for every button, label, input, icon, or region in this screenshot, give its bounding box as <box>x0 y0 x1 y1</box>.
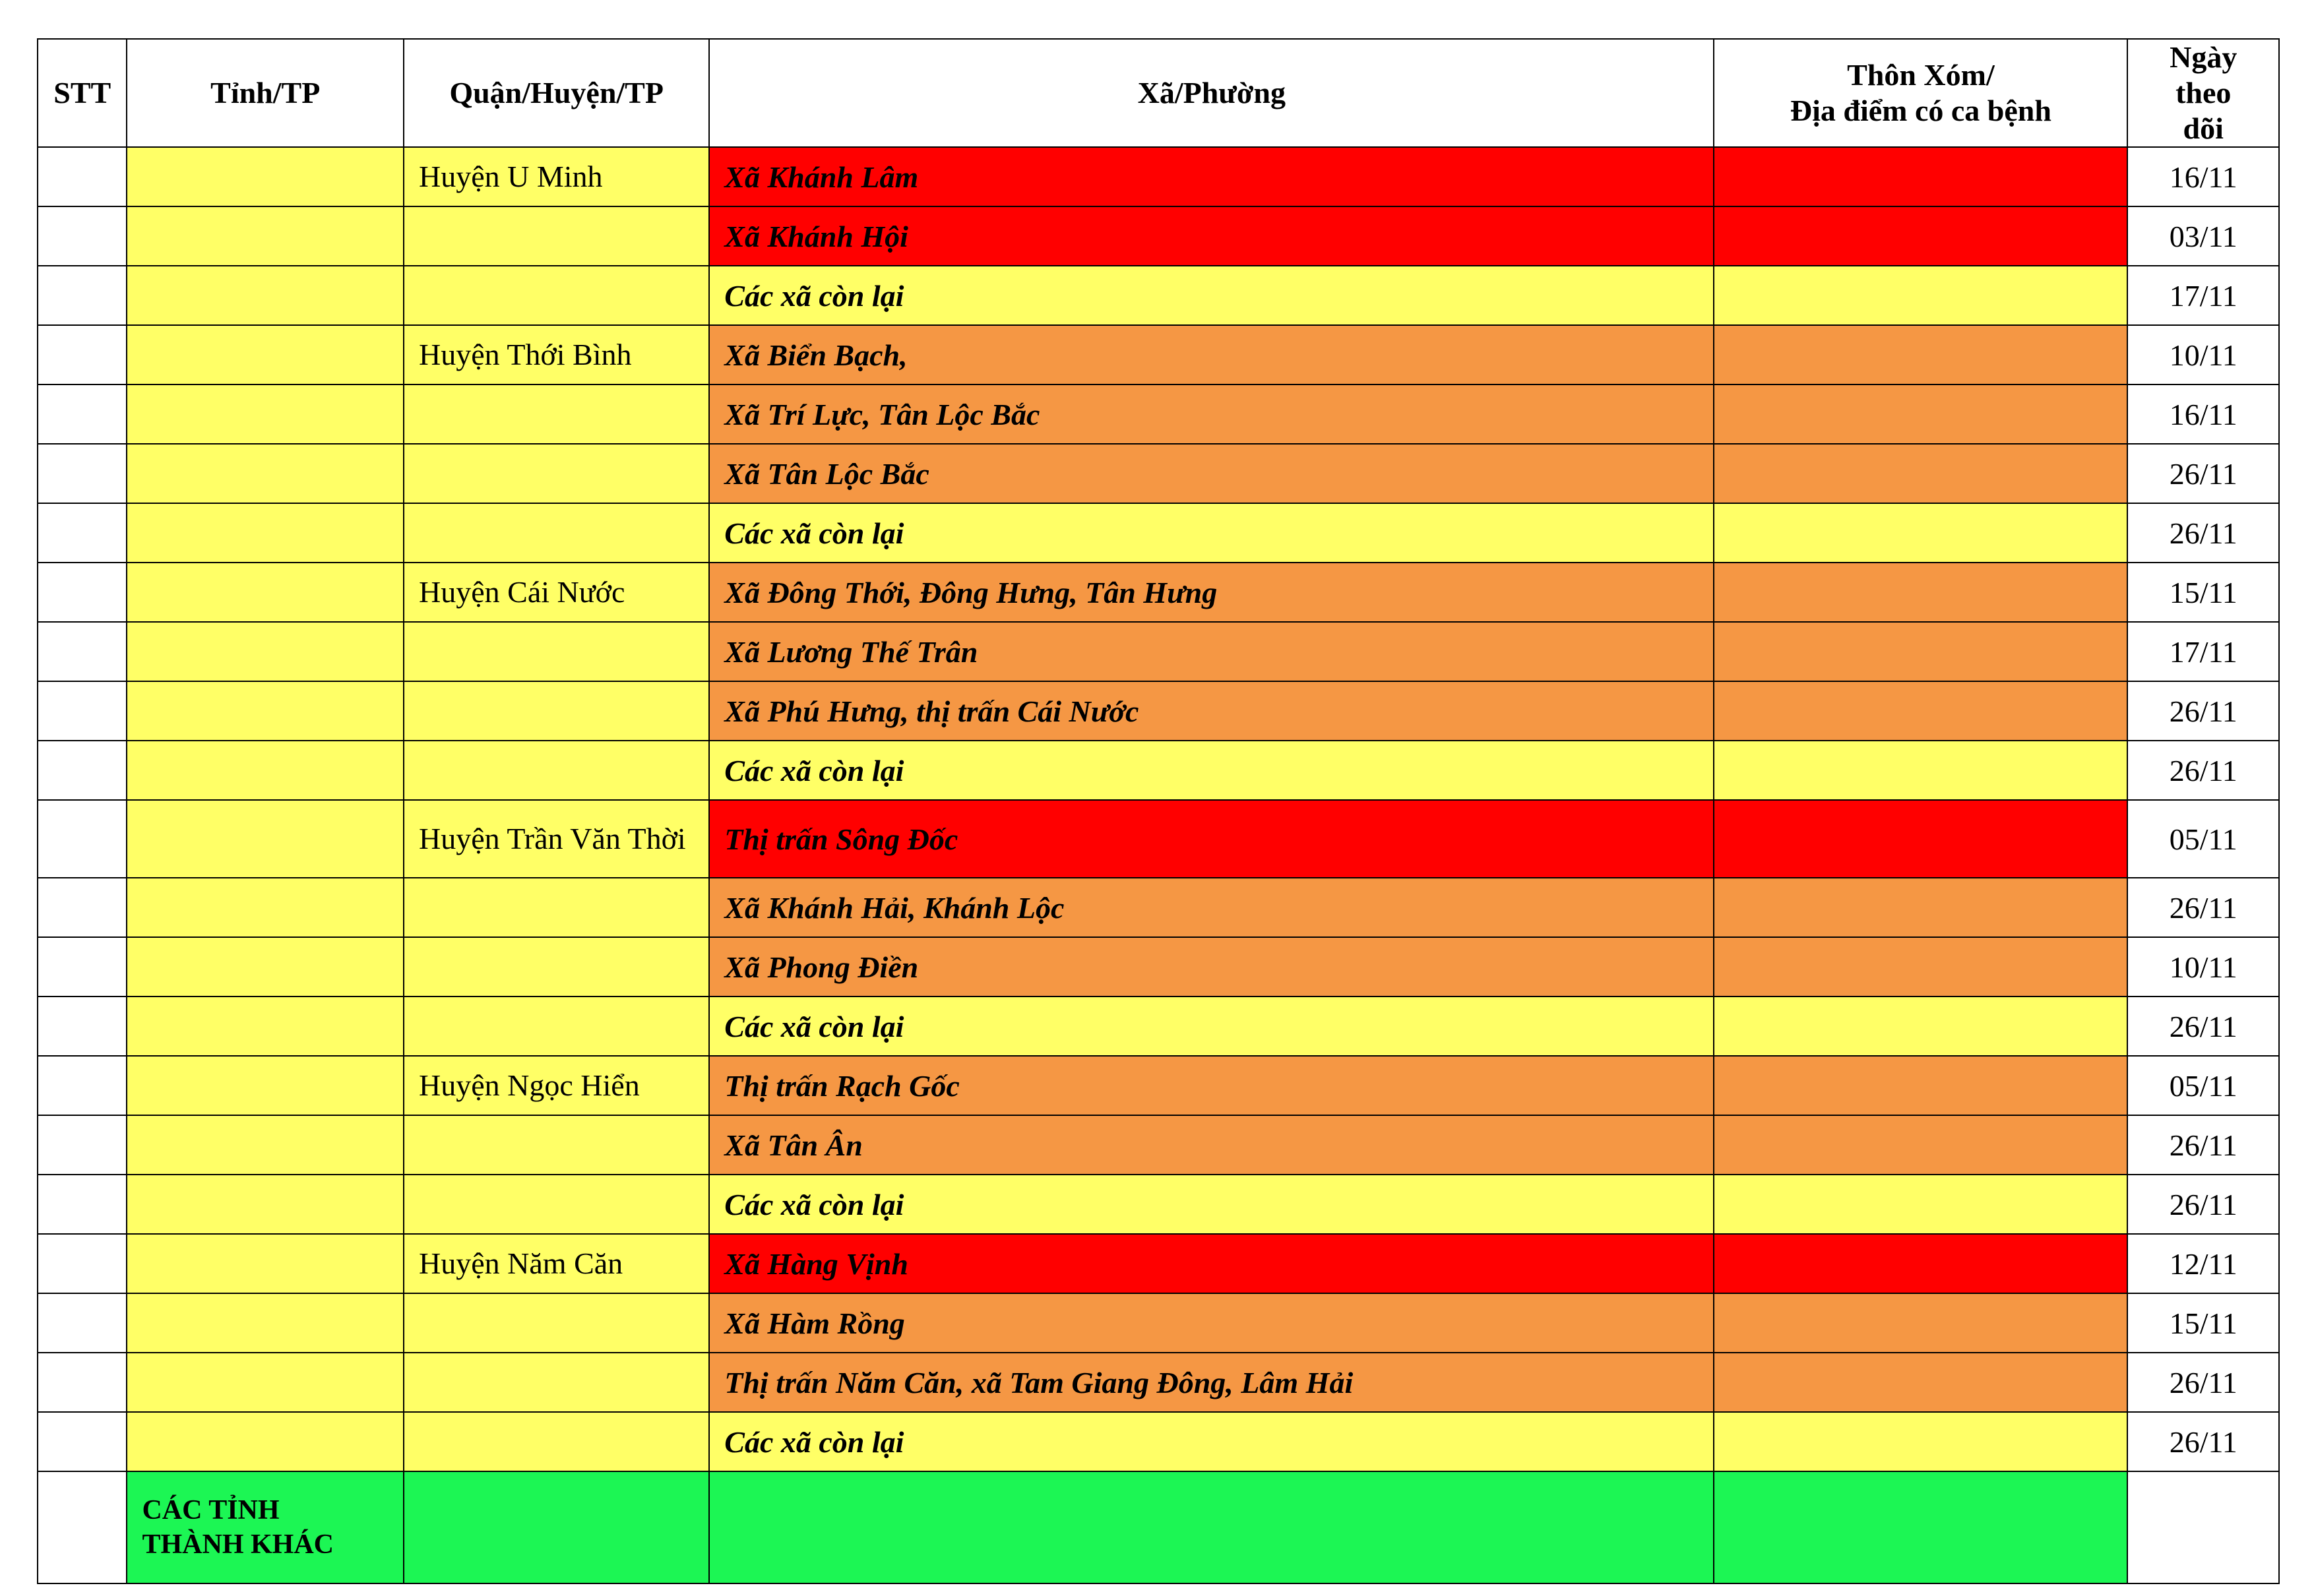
stt-cell <box>38 1412 127 1471</box>
table-row <box>38 444 2279 503</box>
ward-cell <box>709 1471 1714 1583</box>
province-cell <box>127 1234 404 1293</box>
ward-cell: Các xã còn lại <box>709 266 1714 325</box>
stt-cell <box>38 937 127 997</box>
stt-cell <box>38 997 127 1056</box>
stt-cell <box>38 800 127 878</box>
province-cell <box>127 800 404 878</box>
ward-cell: Xã Khánh Hải, Khánh Lộc <box>709 878 1714 937</box>
stt-cell <box>38 1353 127 1412</box>
hamlet-cell <box>1714 206 2127 266</box>
district-cell <box>404 741 709 800</box>
district-cell <box>404 1115 709 1175</box>
stt-cell <box>38 741 127 800</box>
header-row <box>38 39 2279 147</box>
province-cell <box>127 563 404 622</box>
stt-cell <box>38 681 127 741</box>
province-cell <box>127 325 404 384</box>
province-cell <box>127 1293 404 1353</box>
hamlet-cell <box>1714 1293 2127 1353</box>
date-cell: 15/11 <box>2127 1293 2279 1353</box>
table-row <box>38 1115 2279 1175</box>
header-district: Quận/Huyện/TP <box>404 39 709 147</box>
province-cell <box>127 1412 404 1471</box>
district-cell: Huyện Ngọc Hiển <box>404 1056 709 1115</box>
other-provinces-line2: THÀNH KHÁC <box>142 1529 334 1560</box>
table-row <box>38 741 2279 800</box>
stt-cell <box>38 1175 127 1234</box>
date-cell: 26/11 <box>2127 741 2279 800</box>
table-row <box>38 563 2279 622</box>
district-cell <box>404 384 709 444</box>
district-cell <box>404 1471 709 1583</box>
district-cell <box>404 1412 709 1471</box>
province-cell <box>127 266 404 325</box>
table-row <box>38 1175 2279 1234</box>
header-hamlet <box>1714 39 2127 147</box>
hamlet-cell <box>1714 384 2127 444</box>
date-cell: 15/11 <box>2127 563 2279 622</box>
table-row <box>38 1353 2279 1412</box>
stt-cell <box>38 503 127 563</box>
province-cell <box>127 1115 404 1175</box>
stt-cell <box>38 206 127 266</box>
stt-cell <box>38 147 127 206</box>
date-cell: 26/11 <box>2127 681 2279 741</box>
hamlet-cell <box>1714 681 2127 741</box>
header-hamlet-line2: Địa điểm có ca bệnh <box>1790 94 2051 127</box>
ward-cell: Các xã còn lại <box>709 503 1714 563</box>
date-cell: 26/11 <box>2127 1353 2279 1412</box>
hamlet-cell <box>1714 1353 2127 1412</box>
district-cell <box>404 444 709 503</box>
stt-cell <box>38 1115 127 1175</box>
table-row <box>38 878 2279 937</box>
hamlet-cell <box>1714 997 2127 1056</box>
ward-cell: Xã Tân Ân <box>709 1115 1714 1175</box>
ward-cell: Thị trấn Rạch Gốc <box>709 1056 1714 1115</box>
district-cell: Huyện Trần Văn Thời <box>404 800 709 878</box>
header-ward: Xã/Phường <box>709 39 1714 147</box>
hamlet-cell <box>1714 1115 2127 1175</box>
risk-level-table <box>37 38 2280 1584</box>
province-cell <box>127 503 404 563</box>
district-cell <box>404 1293 709 1353</box>
ward-cell: Xã Hàng Vịnh <box>709 1234 1714 1293</box>
date-cell: 26/11 <box>2127 444 2279 503</box>
date-cell: 26/11 <box>2127 503 2279 563</box>
table-row <box>38 800 2279 878</box>
hamlet-cell <box>1714 937 2127 997</box>
province-cell <box>127 937 404 997</box>
table-row <box>38 325 2279 384</box>
date-cell: 26/11 <box>2127 997 2279 1056</box>
ward-cell: Các xã còn lại <box>709 997 1714 1056</box>
stt-cell <box>38 1056 127 1115</box>
ward-cell: Xã Phong Điền <box>709 937 1714 997</box>
other-provinces-line1: CÁC TỈNH <box>142 1495 280 1525</box>
header-date-line2: dõi <box>2183 111 2224 145</box>
ward-cell: Xã Khánh Hội <box>709 206 1714 266</box>
table-row <box>38 622 2279 681</box>
province-cell <box>127 997 404 1056</box>
table-row <box>38 937 2279 997</box>
ward-cell: Xã Hàm Rồng <box>709 1293 1714 1353</box>
date-cell: 26/11 <box>2127 1115 2279 1175</box>
table-row <box>38 1056 2279 1115</box>
stt-cell <box>38 384 127 444</box>
hamlet-cell <box>1714 800 2127 878</box>
hamlet-cell <box>1714 1471 2127 1583</box>
date-cell <box>2127 1471 2279 1583</box>
date-cell: 05/11 <box>2127 1056 2279 1115</box>
date-cell: 16/11 <box>2127 147 2279 206</box>
hamlet-cell <box>1714 266 2127 325</box>
header-date <box>2127 39 2279 147</box>
hamlet-cell <box>1714 878 2127 937</box>
hamlet-cell <box>1714 1056 2127 1115</box>
stt-cell <box>38 266 127 325</box>
header-stt: STT <box>38 39 127 147</box>
table-row <box>38 147 2279 206</box>
hamlet-cell <box>1714 444 2127 503</box>
ward-cell: Thị trấn Năm Căn, xã Tam Giang Đông, Lâm Hải <box>709 1353 1714 1412</box>
district-cell <box>404 206 709 266</box>
hamlet-cell <box>1714 503 2127 563</box>
district-cell <box>404 937 709 997</box>
province-cell <box>127 878 404 937</box>
province-cell <box>127 206 404 266</box>
province-cell <box>127 1353 404 1412</box>
province-cell <box>127 622 404 681</box>
date-cell: 17/11 <box>2127 266 2279 325</box>
hamlet-cell <box>1714 147 2127 206</box>
province-cell <box>127 741 404 800</box>
date-cell: 12/11 <box>2127 1234 2279 1293</box>
district-cell <box>404 878 709 937</box>
hamlet-cell <box>1714 1175 2127 1234</box>
header-province: Tỉnh/TP <box>127 39 404 147</box>
date-cell: 10/11 <box>2127 937 2279 997</box>
province-cell <box>127 1056 404 1115</box>
hamlet-cell <box>1714 563 2127 622</box>
district-cell <box>404 266 709 325</box>
hamlet-cell <box>1714 325 2127 384</box>
table-row <box>38 681 2279 741</box>
district-cell <box>404 503 709 563</box>
stt-cell <box>38 563 127 622</box>
table-row <box>38 206 2279 266</box>
date-cell: 10/11 <box>2127 325 2279 384</box>
date-cell: 26/11 <box>2127 878 2279 937</box>
stt-cell <box>38 1234 127 1293</box>
other-provinces-cell <box>127 1471 404 1583</box>
district-cell: Huyện Thới Bình <box>404 325 709 384</box>
ward-cell: Các xã còn lại <box>709 741 1714 800</box>
ward-cell: Xã Phú Hưng, thị trấn Cái Nước <box>709 681 1714 741</box>
ward-cell: Xã Biển Bạch, <box>709 325 1714 384</box>
date-cell: 03/11 <box>2127 206 2279 266</box>
document-sheet <box>37 38 2280 1584</box>
date-cell: 26/11 <box>2127 1175 2279 1234</box>
table-body <box>38 147 2279 1471</box>
stt-cell <box>38 878 127 937</box>
table-row <box>38 1412 2279 1471</box>
stt-cell <box>38 1293 127 1353</box>
province-cell <box>127 147 404 206</box>
ward-cell: Xã Lương Thế Trân <box>709 622 1714 681</box>
stt-cell <box>38 1471 127 1583</box>
table-row <box>38 384 2279 444</box>
table-row <box>38 503 2279 563</box>
stt-cell <box>38 444 127 503</box>
date-cell: 05/11 <box>2127 800 2279 878</box>
province-cell <box>127 444 404 503</box>
province-cell <box>127 384 404 444</box>
province-cell <box>127 1175 404 1234</box>
table-row <box>38 997 2279 1056</box>
ward-cell: Xã Tân Lộc Bắc <box>709 444 1714 503</box>
province-cell <box>127 681 404 741</box>
district-cell: Huyện U Minh <box>404 147 709 206</box>
other-provinces-row <box>38 1471 2279 1583</box>
ward-cell: Thị trấn Sông Đốc <box>709 800 1714 878</box>
date-cell: 16/11 <box>2127 384 2279 444</box>
district-cell <box>404 997 709 1056</box>
ward-cell: Các xã còn lại <box>709 1412 1714 1471</box>
district-cell: Huyện Năm Căn <box>404 1234 709 1293</box>
header-date-line1: Ngày theo <box>2170 40 2237 109</box>
hamlet-cell <box>1714 741 2127 800</box>
district-cell <box>404 622 709 681</box>
ward-cell: Xã Khánh Lâm <box>709 147 1714 206</box>
ward-cell: Xã Trí Lực, Tân Lộc Bắc <box>709 384 1714 444</box>
date-cell: 17/11 <box>2127 622 2279 681</box>
ward-cell: Xã Đông Thới, Đông Hưng, Tân Hưng <box>709 563 1714 622</box>
hamlet-cell <box>1714 1412 2127 1471</box>
hamlet-cell <box>1714 622 2127 681</box>
table-row <box>38 1293 2279 1353</box>
district-cell: Huyện Cái Nước <box>404 563 709 622</box>
table-row <box>38 1234 2279 1293</box>
stt-cell <box>38 622 127 681</box>
district-cell <box>404 681 709 741</box>
stt-cell <box>38 325 127 384</box>
table-row <box>38 266 2279 325</box>
header-hamlet-line1: Thôn Xóm/ <box>1847 58 1995 92</box>
hamlet-cell <box>1714 1234 2127 1293</box>
district-cell <box>404 1353 709 1412</box>
ward-cell: Các xã còn lại <box>709 1175 1714 1234</box>
district-cell <box>404 1175 709 1234</box>
date-cell: 26/11 <box>2127 1412 2279 1471</box>
